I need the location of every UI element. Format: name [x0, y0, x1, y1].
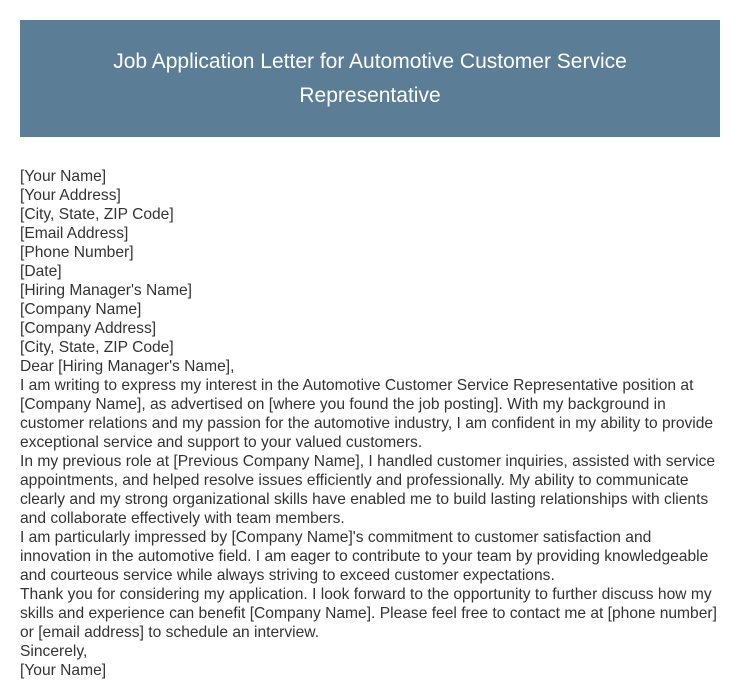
- body-paragraph: I am particularly impressed by [Company Name]'s commitment to customer satisfaction and innovation in the automotive field. I am eager to contribute to your team by providing knowledgeable and courteous service while always striving to exceed customer expectations.: [20, 529, 709, 584]
- sender-phone: [Phone Number]: [20, 244, 134, 261]
- body-paragraph: Thank you for considering my application. I look forward to the opportunity to further discuss how my skills and experience can benefit [Company Name]. Please feel free to contact me at [phone number] or [email address] to schedule an interview.: [20, 586, 717, 641]
- recipient-city: [City, State, ZIP Code]: [20, 339, 174, 356]
- page-title: Job Application Letter for Automotive Customer Service Representative: [113, 49, 627, 107]
- recipient-address: [Company Address]: [20, 320, 157, 337]
- sender-city: [City, State, ZIP Code]: [20, 206, 174, 223]
- letter-body: [20, 167, 720, 680]
- sender-address: [Your Address]: [20, 187, 121, 204]
- signature: [Your Name]: [20, 662, 107, 679]
- title-banner: [20, 20, 720, 137]
- recipient-name: [Hiring Manager's Name]: [20, 282, 192, 299]
- sender-name: [Your Name]: [20, 168, 107, 185]
- sender-email: [Email Address]: [20, 225, 129, 242]
- recipient-company: [Company Name]: [20, 301, 142, 318]
- body-paragraph: In my previous role at [Previous Company Name], I handled customer inquiries, assisted with service appointments, and helped resolve issues efficiently and professionally. My ability to communicate clearly and my strong organizational skills have enabled me to build lasting relationships with clients and collaborate effectively with team members.: [20, 453, 716, 527]
- body-paragraph: I am writing to express my interest in the Automotive Customer Service Representative position at [Company Name], as advertised on [where you found the job posting]. With my background in customer relations and my passion for the automotive industry, I am confident in my ability to provide exceptional service and support to your valued customers.: [20, 377, 714, 451]
- salutation: Dear [Hiring Manager's Name],: [20, 358, 235, 375]
- closing: Sincerely,: [20, 643, 88, 660]
- letter-date: [Date]: [20, 263, 62, 280]
